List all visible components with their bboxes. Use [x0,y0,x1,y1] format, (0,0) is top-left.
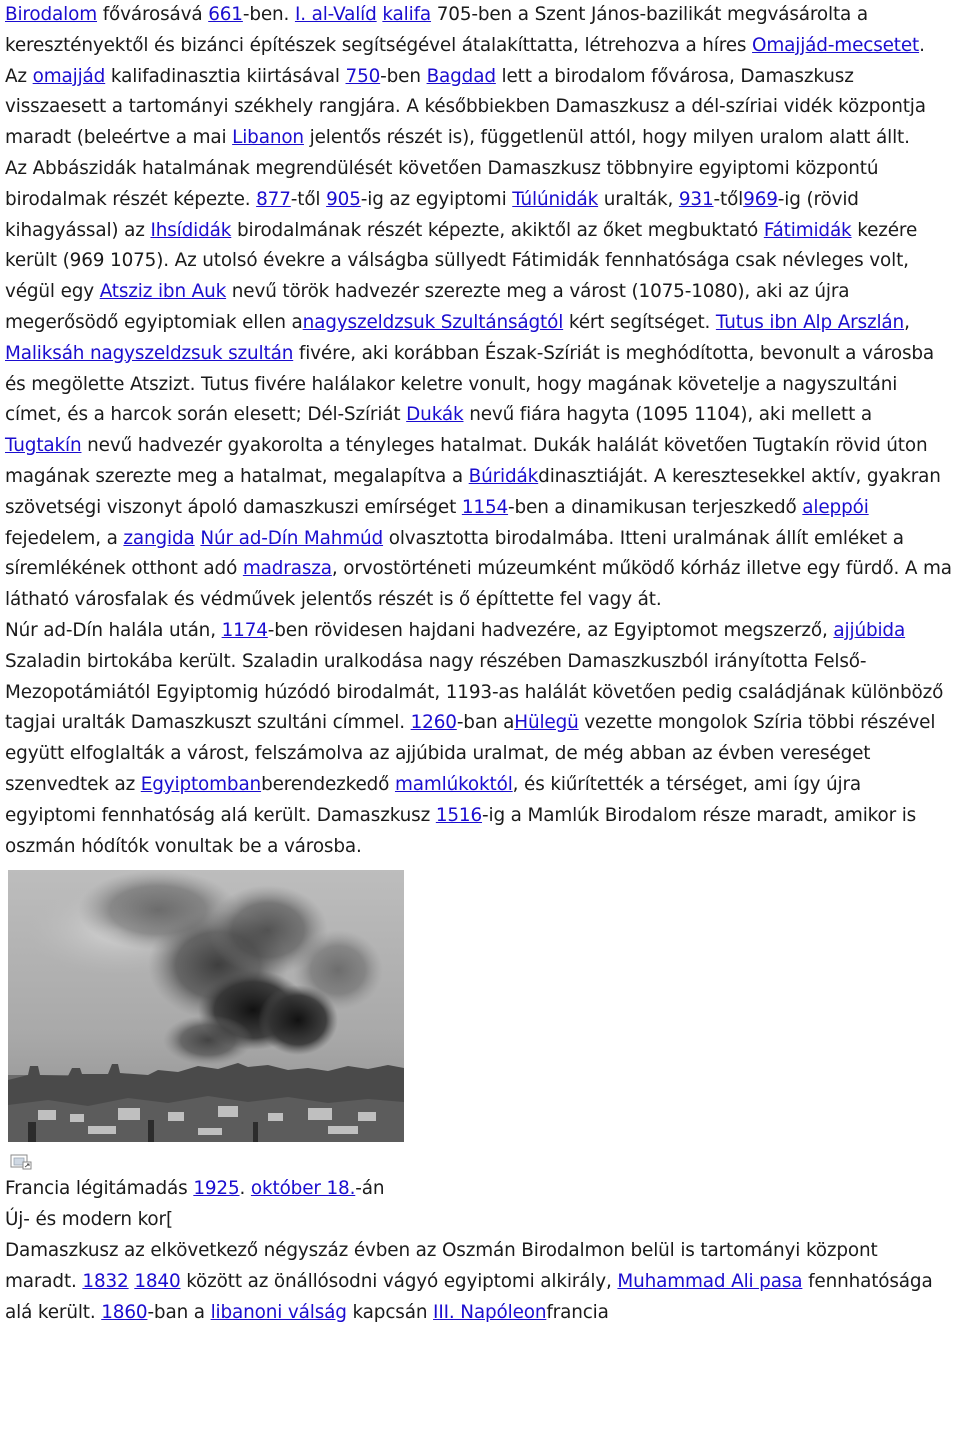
text-run: fivére, aki korábban Észak-Szíriát is meghódította, bevonult a városba és megölette Atszizt. Tutus fivére halálakor keletre vonult, hogy magának követelje a nagyszultáni címet, és a harcok során elesett; Dél-Szíriát [5,342,935,426]
text-run: nevű fiára hagyta (1095 1104), aki mellett a [463,404,872,426]
inline-link[interactable]: Tugtakín [5,435,82,457]
inline-link[interactable]: október 18. [250,1178,356,1200]
text-run: között az önállósodni vágyó egyiptomi alkirály, [180,1270,618,1292]
inline-link[interactable]: Ihsídidák [150,219,232,241]
inline-link[interactable]: 877 [256,188,291,210]
text-run: -ben rövidesen hajdani hadvezére, az Egyiptomot megszerző, [267,619,834,641]
inline-link[interactable]: Fátimidák [763,219,852,241]
text-run: berendezkedő [261,773,395,795]
text-run: Núr ad-Dín halála után, [5,619,222,641]
text-run: vezette mongolok Szíria többi részével együtt elfoglalták a várost, felszámolva az ajjúbida uralmat, de még abban az évben vereséget szenvedtek az [5,712,936,795]
text-run: -től [290,188,327,210]
inline-link[interactable]: Maliksáh nagyszeldzsuk szultán [5,342,294,364]
text-run: Francia légitámadás [5,1178,194,1200]
text-run: birodalmának részét képezte, akiktől az őket megbuktató [231,219,764,241]
inline-link[interactable]: Omajjád-mecsetet [752,34,920,56]
inline-link[interactable]: Núr ad-Dín Mahmúd [200,527,384,549]
text-run: -ban a [147,1301,211,1323]
inline-link[interactable]: 1174 [221,619,268,641]
paragraph-omayyad [5,0,952,154]
inline-link[interactable]: zangida [123,527,195,549]
inline-link[interactable]: 969 [743,188,778,210]
text-run: dinasztiáját. A keresztesekkel aktív, gyakran szövetségi viszonyt ápoló damaszkuszi emírséget [5,465,941,518]
inline-link[interactable]: 1860 [101,1301,148,1323]
inline-link[interactable]: kalifa [382,4,432,25]
text-run: lett a birodalom fővárosa, Damaszkusz visszaesett a tartományi székhely rangjára. A későbbiekben Damaszkusz a dél-szíriai vidék központja maradt (beleértve a mai [5,65,926,149]
inline-link[interactable]: Búridák [468,465,539,487]
inline-link[interactable]: 1154 [461,496,509,518]
text-run: -ig az egyiptomi [360,188,513,210]
inline-link[interactable]: III. Napóleon [433,1301,547,1323]
inline-link[interactable]: 1840 [134,1270,181,1292]
text-run: -án [355,1178,385,1200]
section-heading: Új- és modern kor[ [5,1209,173,1231]
text-run: 705-ben a Szent János-bazilikát megvásárolta a keresztényektől és bizánci építészek segítségével átalakíttatta, létrehozva a híres [5,4,868,56]
inline-link[interactable]: Tutus ibn Alp Arszlán [715,311,905,333]
inline-link[interactable]: omajjád [32,65,106,87]
text-run: jelentős részét is), függetlenül attól, hogy milyen uralom alatt állt. [303,127,910,149]
text-run: uralták, [598,188,679,210]
text-run: -ig a Mamlúk Birodalom része maradt, amikor is oszmán hódítók vonultak be a városba. [5,804,917,857]
text-run: -ben a dinamikusan terjeszkedő [508,496,803,518]
inline-link[interactable]: Hülegü [514,712,579,734]
inline-link[interactable]: 750 [345,65,381,87]
text-run: nevű török hadvezér szerezte meg a várost (1075-1080), aki az újra megerősödő egyiptomiak ellen a [5,281,850,333]
text-run: nevű hadvezér gyakorolta a tényleges hatalmat. Dukák halálát követően Tugtakín rövid úton magának szerezte meg a hatalmat, megalapítva a [5,435,928,487]
inline-link[interactable]: 905 [326,188,361,210]
text-run: kalifadinasztia kiirtásával [105,65,346,87]
inline-link[interactable]: 1832 [82,1270,129,1292]
inline-link[interactable]: 1260 [410,712,457,734]
inline-link[interactable]: 1516 [435,804,483,826]
text-run: -től [713,188,744,210]
inline-link[interactable]: ajjúbida [833,619,906,641]
inline-link[interactable]: Egyiptomban [140,773,262,795]
inline-link[interactable]: Dukák [406,404,464,426]
inline-link[interactable]: I. al-Valíd [294,4,377,25]
text-run: kezére került (969 1075). Az utolsó évekre a válságba süllyedt Fátimidák fennhatósága csak névleges volt, végül egy [5,219,918,303]
text-run: . Az [5,34,925,87]
inline-link[interactable]: Birodalom [5,4,98,25]
text-run: Az Abbászidák hatalmának megrendülését követően Damaszkusz többnyire egyiptomi központú birodalmak részét képezte. [5,157,879,210]
inline-link[interactable]: Túlúnidák [512,188,599,210]
text-run: , orvostörténeti múzeumként működő kórház illetve egy fürdő. A ma látható városfalak és védművek jelentős részét is ő építtette fel vagy át. [5,558,952,611]
text-run: fennhatósága alá került. [5,1270,933,1323]
paragraph-ayyubid [5,616,952,862]
text-run: fejedelem, a [5,527,124,549]
airstrike-photo [8,870,404,1142]
text-run: , [904,311,910,333]
text-run: olvasztotta birodalmába. Itteni uralmának állít emléket a síremlékének otthont adó [5,527,904,580]
figure-caption [5,1174,952,1205]
text-run: -ben [380,65,427,87]
inline-link[interactable]: Libanon [232,127,304,149]
inline-link[interactable]: 1925 [193,1178,240,1200]
text-run: fővárosává [97,4,209,25]
text-run: Damaszkusz az elkövetkező négyszáz évben az Oszmán Birodalmon belül is tartományi központ maradt. [5,1239,878,1292]
paragraph-ottoman [5,1236,952,1328]
inline-link[interactable]: Muhammad Ali pasa [617,1270,803,1292]
text-run: kért segítséget. [563,311,716,333]
inline-link[interactable]: Bagdad [426,65,496,87]
inline-link[interactable]: mamlúkoktól [394,773,513,795]
inline-link[interactable]: nagyszeldzsuk Szultánságtól [302,311,564,333]
text-run: kapcsán [346,1301,434,1323]
text-run: , és kiűrítették a térséget, ami így újra egyiptomi fennhatóság alá került. Damaszkusz [5,773,862,826]
inline-link[interactable]: Atsziz ibn Auk [99,281,227,303]
text-run: -ban a [456,712,515,734]
text-run: -ben. [242,4,295,25]
text-run: Szaladin birtokába került. Szaladin uralkodása nagy részében Damaszkuszból irányította Felső-Mezopotámiától Egyiptomig húzódó birodalmát, 1193-as halálát követően pedig családjának különböző tagjai uralták Damaszkuszt szultáni címmel. [5,650,944,734]
text-run: francia [546,1301,609,1323]
inline-link[interactable]: 661 [208,4,243,25]
inline-link[interactable]: madrasza [242,558,332,580]
inline-link[interactable]: 931 [678,188,714,210]
text-run: -ig (rövid kihagyással) az [5,188,859,241]
paragraph-abbasid-decline [5,154,952,616]
inline-link[interactable]: libanoni válság [210,1301,347,1323]
text-run: . [239,1178,251,1200]
inline-link[interactable]: aleppói [802,496,869,518]
magnify-icon[interactable] [10,1154,32,1170]
